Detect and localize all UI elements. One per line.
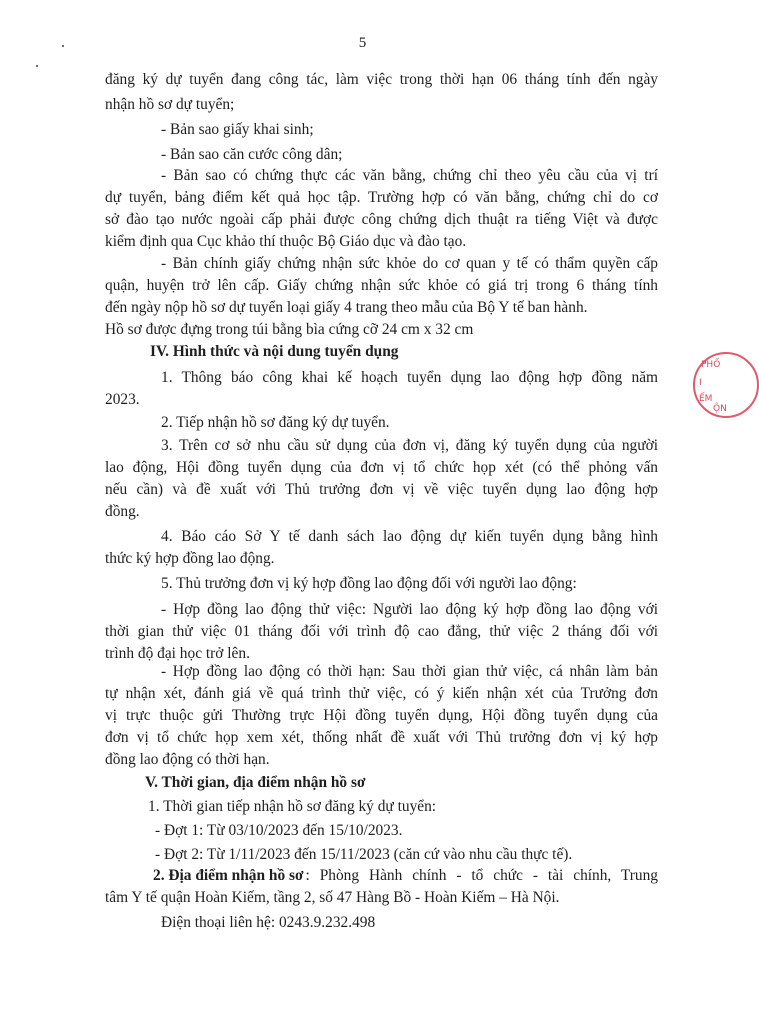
body-line: kiểm định qua Cục khảo thí thuộc Bộ Giáo dục và đào tạo. xyxy=(105,233,467,250)
location-value: : Phòng Hành chính - tổ chức - tài chính, Trung xyxy=(305,867,658,884)
body-line: - Bản chính giấy chứng nhận sức khỏe do cơ quan y tế có thẩm quyền cấp xyxy=(161,255,658,272)
partial-stamp xyxy=(693,352,759,418)
body-line: 2023. xyxy=(105,391,140,408)
body-line: Hồ sơ được đựng trong túi bằng bìa cứng cỡ 24 cm x 32 cm xyxy=(105,321,474,338)
body-line: đồng. xyxy=(105,503,140,520)
body-line: đồng lao động có thời hạn. xyxy=(105,751,270,768)
body-line: đơn vị tổ chức họp xem xét, thống nhất đề xuất với Thủ trưởng đơn vị ký hợp xyxy=(105,729,658,746)
body-line: - Hợp đồng lao động có thời hạn: Sau thời gian thử việc, cá nhân làm bản xyxy=(161,663,658,680)
body-line: 1. Thời gian tiếp nhận hồ sơ đăng ký dự tuyển: xyxy=(148,798,437,815)
body-line: sở đào tạo nước ngoài cấp phải được công chứng dịch thuật ra tiếng Việt và được xyxy=(105,211,658,228)
body-line: 2. Tiếp nhận hồ sơ đăng ký dự tuyển. xyxy=(161,414,390,431)
page-number: 5 xyxy=(358,35,367,51)
scan-speck xyxy=(36,65,38,67)
body-line: 4. Báo cáo Sở Y tế danh sách lao động dự kiến tuyển dụng bằng hình xyxy=(161,528,658,545)
section-heading-iv: IV. Hình thức và nội dung tuyển dụng xyxy=(150,343,399,360)
location-label: 2. Địa điểm nhận hồ sơ xyxy=(153,867,304,884)
body-line: - Đợt 2: Từ 1/11/2023 đến 15/11/2023 (căn cứ vào nhu cầu thực tế). xyxy=(155,846,573,863)
body-line: nếu cần) và đề xuất với Thủ trưởng đơn vị về việc tuyển dụng lao động hợp xyxy=(105,481,658,498)
body-line: trình độ đại học trở lên. xyxy=(105,645,250,662)
body-line: - Bản sao căn cước công dân; xyxy=(161,146,343,163)
body-line: 5. Thủ trưởng đơn vị ký hợp đồng lao động đối với người lao động: xyxy=(161,575,577,592)
stamp-text: ỘN xyxy=(713,404,727,414)
body-line: tâm Y tế quận Hoàn Kiếm, tầng 2, số 47 Hàng Bồ - Hoàn Kiếm – Hà Nội. xyxy=(105,889,560,906)
body-line: đến ngày nộp hồ sơ dự tuyển loại giấy 4 trang theo mẫu của Bộ Y tế ban hành. xyxy=(105,299,588,316)
section-heading-v: V. Thời gian, địa điểm nhận hồ sơ xyxy=(145,774,366,791)
stamp-text: ẾM xyxy=(699,394,713,404)
body-line: - Bản sao có chứng thực các văn bằng, chứng chỉ theo yêu cầu của vị trí xyxy=(161,167,658,184)
stamp-text: I xyxy=(699,378,702,388)
body-line: dự tuyển, bảng điểm kết quả học tập. Trường hợp có văn bằng, chứng chỉ do cơ xyxy=(105,189,658,206)
body-line: - Bản sao giấy khai sinh; xyxy=(161,121,314,138)
body-line: - Hợp đồng lao động thử việc: Người lao động ký hợp đồng lao động với xyxy=(161,601,658,618)
body-line: 3. Trên cơ sở nhu cầu sử dụng của đơn vị, đăng ký tuyển dụng của người xyxy=(161,437,658,454)
body-line: thời gian thử việc 01 tháng đối với trình độ cao đẳng, thử việc 2 tháng đối với xyxy=(105,623,658,640)
body-line xyxy=(153,866,658,886)
body-line: vị trực thuộc gửi Thường trực Hội đồng tuyển dụng, Hội đồng tuyển dụng của xyxy=(105,707,658,724)
body-line: quận, huyện trở lên cấp. Giấy chứng nhận sức khỏe có giá trị trong 6 tháng tính xyxy=(105,277,658,294)
body-line: 1. Thông báo công khai kế hoạch tuyển dụng lao động hợp đồng năm xyxy=(161,369,658,386)
body-line: nhận hồ sơ dự tuyển; xyxy=(105,96,235,113)
body-line: tự nhận xét, đánh giá về quá trình thử việc, có ý kiến nhận xét của Trưởng đơn xyxy=(105,685,658,702)
phone-line: Điện thoại liên hệ: 0243.9.232.498 xyxy=(161,914,376,931)
body-line: - Đợt 1: Từ 03/10/2023 đến 15/10/2023. xyxy=(155,822,403,839)
stamp-text: PHỐ xyxy=(701,360,721,370)
body-line: đăng ký dự tuyển đang công tác, làm việc trong thời hạn 06 tháng tính đến ngày xyxy=(105,71,658,88)
body-line: lao động, Hội đồng tuyển dụng của đơn vị tổ chức họp xét (có thể phỏng vấn xyxy=(105,459,658,476)
body-line: thức ký hợp đồng lao động. xyxy=(105,550,275,567)
